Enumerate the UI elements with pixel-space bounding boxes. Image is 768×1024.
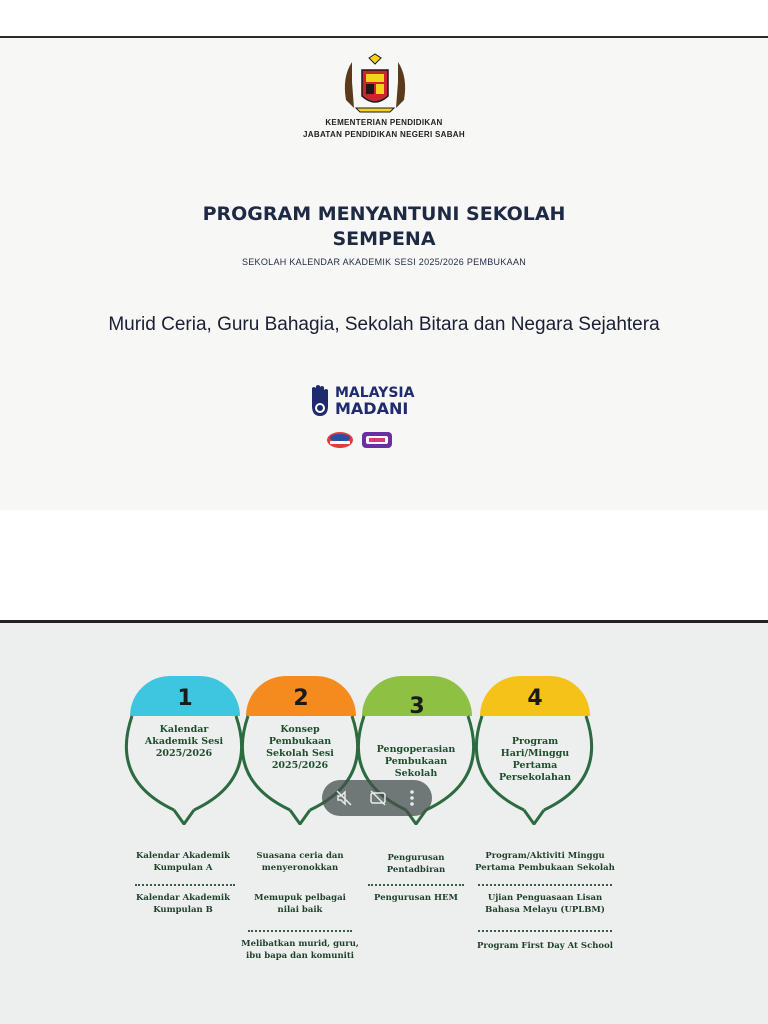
coat-of-arms-logo	[332, 52, 418, 114]
slide-title-line2: SEMPENA	[332, 228, 436, 250]
step-4-item-3: Program First Day At School	[476, 941, 613, 951]
step-1-item-1: Kalendar Akademik Kumpulan A	[135, 851, 231, 873]
step-3-title: Pengoperasian Pembukaan Sekolah	[376, 744, 456, 779]
ministry-name: KEMENTERIAN PENDIDIKAN	[325, 118, 443, 127]
step-2-separator	[248, 930, 352, 932]
step-2-title: Konsep Pembukaan Sekolah Sesi 2025/2026	[266, 724, 334, 771]
video-controls-overlay	[322, 780, 432, 816]
partner-logo-2	[361, 430, 393, 450]
slide-title-line1: PROGRAM MENYANTUNI SEKOLAH	[202, 203, 566, 225]
step-3-separator	[368, 884, 464, 886]
step-4-separator-2	[478, 930, 612, 932]
madani-hand-icon	[308, 384, 332, 418]
top-bar	[0, 0, 768, 38]
madani-line1: MALAYSIA	[335, 385, 415, 401]
step-3-header: 3	[362, 676, 472, 716]
page-gap	[0, 510, 768, 623]
step-2-item-2: Memupuk pelbagai nilai baik	[254, 893, 346, 915]
step-1-separator	[135, 884, 235, 886]
step-1-header: 1	[130, 676, 240, 716]
more-vertical-icon[interactable]	[402, 788, 422, 808]
malaysia-madani-logo	[308, 382, 438, 422]
step-3-item-2: Pengurusan HEM	[374, 893, 458, 903]
step-2-item-1: Suasana ceria dan menyeronokkan	[256, 851, 344, 873]
slogan: Murid Ceria, Guru Bahagia, Sekolah Bitara dan Negara Sejahtera	[108, 314, 660, 335]
step-4-item-2: Ujian Penguasaan Lisan Bahasa Melayu (UPLBM)	[485, 893, 605, 915]
mute-icon[interactable]	[334, 788, 354, 808]
step-3-item-1: Pengurusan Pentadbiran	[386, 853, 446, 875]
step-4-separator-1	[478, 884, 612, 886]
step-4-header: 4	[480, 676, 590, 716]
partner-logos	[325, 428, 405, 450]
step-1-item-2: Kalendar Akademik Kumpulan B	[135, 893, 231, 915]
department-name: JABATAN PENDIDIKAN NEGERI SABAH	[303, 130, 465, 139]
step-4-title: Program Hari/Minggu Pertama Persekolahan	[499, 736, 571, 783]
madani-line2: MADANI	[335, 399, 409, 418]
step-2-header: 2	[246, 676, 356, 716]
step-2-item-3: Melibatkan murid, guru, ibu bapa dan komuniti	[241, 939, 359, 961]
slide-subtitle: SEKOLAH KALENDAR AKADEMIK SESI 2025/2026 PEMBUKAAN	[241, 257, 527, 267]
step-1-title: Kalendar Akademik Sesi 2025/2026	[144, 724, 224, 759]
partner-logo-1	[325, 430, 355, 450]
caption-off-icon[interactable]	[368, 788, 388, 808]
step-4-item-1: Program/Aktiviti Minggu Pertama Pembukaan Sekolah	[475, 851, 615, 873]
